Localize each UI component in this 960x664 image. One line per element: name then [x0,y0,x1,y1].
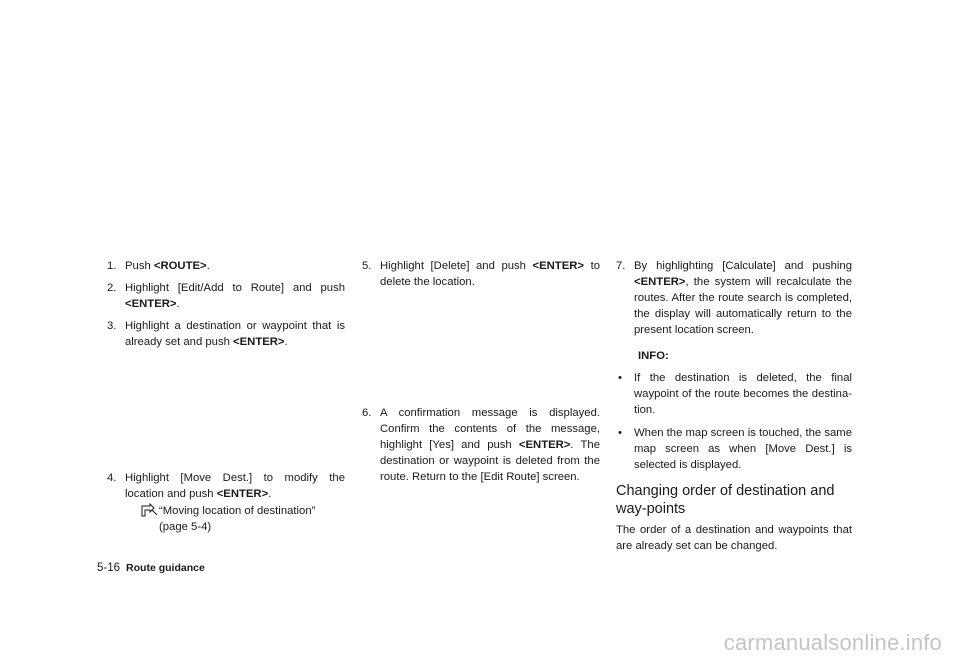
bullet-text: When the map screen is touched, the same map screen as when [Move Dest.] is selected is displayed. [634,427,852,471]
step-text-end: , the system will recalculate the routes. After the route search is completed, the display will automatically return to the present location screen. [634,276,852,336]
step-2 [107,280,345,312]
step-3 [107,318,345,350]
step-number: 1. [107,260,117,272]
step-7 [616,258,852,338]
key-enter: <ENTER> [634,276,686,288]
step-number: 7. [616,260,626,272]
step-text: A confirmation message is displayed. Confirm the contents of the message, highlight [Yes] and push [380,407,600,451]
key-enter: <ENTER> [125,298,177,310]
step-text: Push [125,260,154,272]
key-enter: <ENTER> [532,260,584,272]
step-text-end: . [176,298,180,310]
step-number: 5. [362,260,372,272]
section-heading: Changing order of destination and way-points [616,483,835,517]
step-text-end: to delete the location. [380,260,600,288]
step-text: Highlight a destination or waypoint that is already set and push [125,320,345,348]
step-number: 6. [362,407,372,419]
step-number: 2. [107,282,117,294]
section-name: Route guidance [126,562,205,574]
bullet-text: If the destination is deleted, the final waypoint of the route becomes the destina-tion. [634,372,852,416]
page-number: 5-16 [97,562,121,574]
reference-title: “Moving location of destination” [159,505,316,517]
key-enter: <ENTER> [518,439,571,451]
page-footer [97,562,205,574]
column-left [107,258,345,535]
bullet-mark: • [618,372,622,384]
step-text: By highlighting [Calculate] and pushing [634,260,852,272]
info-bullet [616,425,852,473]
step-4 [107,470,345,502]
section-body: The order of a destination and waypoints that are already set can be changed. [616,524,852,552]
column-middle [362,258,600,485]
step-text-end: . The destination or waypoint is deleted from the route. Return to the [Edit Route] screen. [380,439,600,483]
page-reference [107,503,345,535]
reference-pointer-icon [141,503,159,517]
key-enter: <ENTER> [216,488,269,500]
step-text: Highlight [Delete] and push [380,260,533,272]
key-enter: <ENTER> [233,336,285,348]
step-text-end: . [284,336,288,348]
column-right [616,258,852,554]
info-heading: INFO: [638,350,669,362]
step-text-end: . [206,260,210,272]
step-number: 3. [107,320,117,332]
step-text: Highlight [Move Dest.] to modify the location and push [125,472,345,500]
step-text: Highlight [Edit/Add to Route] and push [125,282,345,294]
step-text-end: . [268,488,272,500]
key-route: <ROUTE> [153,260,207,272]
reference-page: (page 5-4) [159,521,212,533]
bullet-mark: • [618,427,622,439]
watermark: carmanualsonline.info [723,630,942,655]
step-1 [107,258,345,274]
step-5 [362,258,600,290]
step-number: 4. [107,472,117,484]
step-6 [362,405,600,485]
info-bullet [616,370,852,418]
